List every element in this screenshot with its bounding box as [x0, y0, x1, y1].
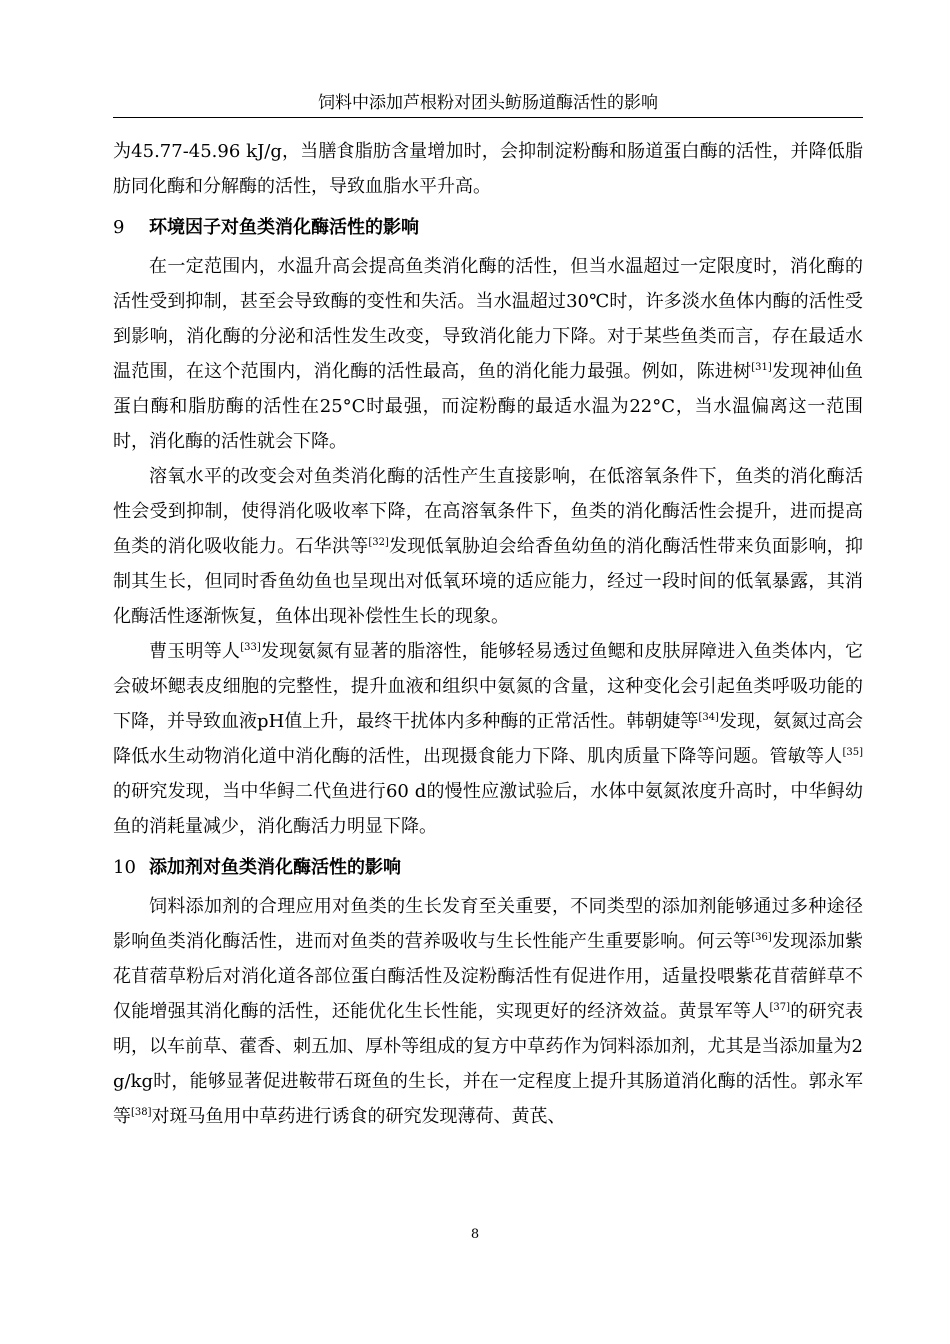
paragraph-2: 在一定范围内，水温升高会提高鱼类消化酶的活性，但当水温超过一定限度时，消化酶的活性受到抑制，甚至会导致酶的变性和失活。当水温超过30℃时，许多淡水鱼体内酶的活性受到影响，消化酶的分泌和活性发生改变，导致消化能力下降。对于某些鱼类而言，存在最适水温范围，在这个范围内，消化酶的活性最高，鱼的消化能力最强。例如，陈进树[31]发现神仙鱼蛋白酶和脂肪酶的活性在25°C时最强，而淀粉酶的最适水温为22°C，当水温偏离这一范围时，消化酶的活性就会下降。 [113, 256, 863, 452]
citation-marker: [32] [368, 537, 389, 548]
paragraph-3: 溶氧水平的改变会对鱼类消化酶的活性产生直接影响，在低溶氧条件下，鱼类的消化酶活性会受到抑制，使得消化吸收率下降，在高溶氧条件下，鱼类的消化酶活性会提升，进而提高鱼类的消化吸收能力。石华洪等[32]发现低氧胁迫会给香鱼幼鱼的消化酶活性带来负面影响，抑制其生长，但同时香鱼幼鱼也呈现出对低氧环境的适应能力，经过一段时间的低氧暴露，其消化酶活性逐渐恢复，鱼体出现补偿性生长的现象。 [113, 466, 863, 627]
section-heading-10 [113, 844, 863, 889]
citation-marker: [37] [769, 1002, 791, 1013]
citation-marker: [38] [131, 1107, 152, 1118]
header-rule [113, 117, 863, 118]
section-title: 添加剂对鱼类消化酶活性的影响 [149, 857, 401, 878]
body-text [113, 134, 863, 1134]
section-number: 10 [113, 857, 136, 878]
section-number: 9 [113, 217, 125, 238]
citation-marker: [34] [698, 712, 719, 723]
paragraph-1: 为45.77-45.96 kJ/g，当膳食脂肪含量增加时，会抑制淀粉酶和肠道蛋白酶的活性，并降低脂肪同化酶和分解酶的活性，导致血脂水平升高。 [113, 141, 863, 197]
paragraph-5: 饲料添加剂的合理应用对鱼类的生长发育至关重要，不同类型的添加剂能够通过多种途径影响鱼类消化酶活性，进而对鱼类的营养吸收与生长性能产生重要影响。何云等[36]发现添加紫花苜蓿草粉后对消化道各部位蛋白酶活性及淀粉酶活性有促进作用，适量投喂紫花苜蓿鲜草不仅能增强其消化酶的活性，还能优化生长性能，实现更好的经济效益。黄景军等人[37]的研究表明，以车前草、藿香、刺五加、厚朴等组成的复方中草药作为饲料添加剂，尤其是当添加量为2 g/kg时，能够显著促进鞍带石斑鱼的生长，并在一定程度上提升其肠道消化酶的活性。郭永军等[38]对斑马鱼用中草药进行诱食的研究发现薄荷、黄芪、 [113, 896, 864, 1127]
running-header: 饲料中添加芦根粉对团头鲂肠道酶活性的影响 [318, 93, 658, 113]
citation-marker: [31] [751, 362, 772, 373]
section-heading-9 [113, 204, 863, 249]
citation-marker: [33] [240, 642, 261, 653]
paragraph-4: 曹玉明等人[33]发现氨氮有显著的脂溶性，能够轻易透过鱼鳃和皮肤屏障进入鱼类体内，它会破坏鳃表皮细胞的完整性，提升血液和组织中氨氮的含量，这种变化会引起鱼类呼吸功能的下降，并导致血液pH值上升，最终干扰体内多种酶的正常活性。韩朝婕等[34]发现，氨氮过高会降低水生动物消化道中消化酶的活性，出现摄食能力下降、肌肉质量下降等问题。管敏等人[35]的研究发现，当中华鲟二代鱼进行60 d的慢性应激试验后，水体中氨氮浓度升高时，中华鲟幼鱼的消耗量减少，消化酶活力明显下降。 [113, 641, 864, 837]
citation-marker: [35] [842, 747, 863, 758]
citation-marker: [36] [751, 932, 772, 943]
section-title: 环境因子对鱼类消化酶活性的影响 [149, 217, 419, 238]
page-number: 8 [470, 1227, 480, 1242]
